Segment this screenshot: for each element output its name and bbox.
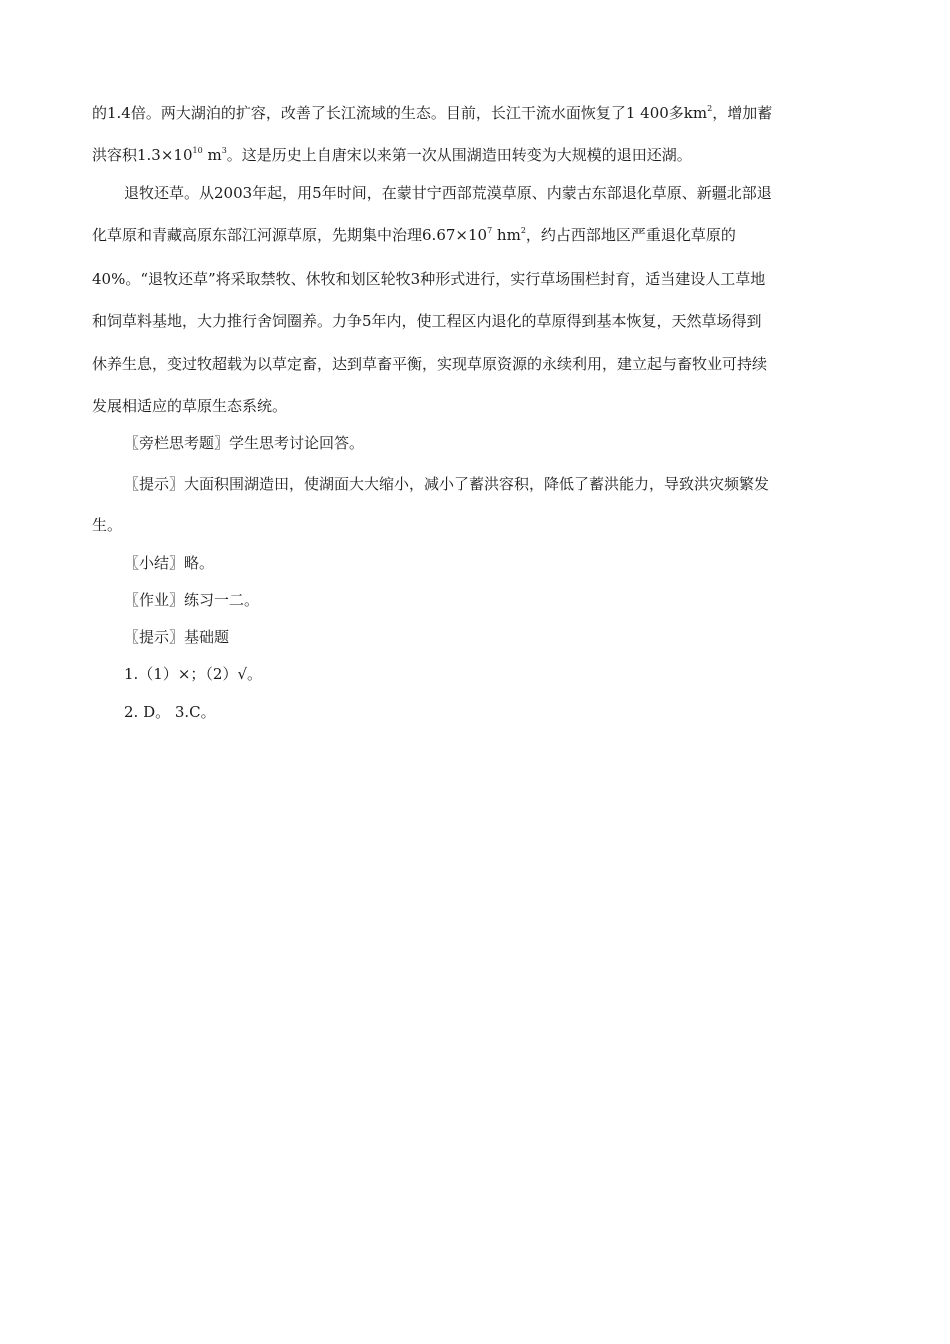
paragraph2-line5: 休养生息，变过牧超载为以草定畜，达到草畜平衡，实现草原资源的永续利用，建立起与畜牧业可持续 [92,355,768,373]
answer2: 2. D。 3.C。 [124,703,216,721]
text-segment: hm [492,226,521,244]
hint1-line1: 〖提示〗大面积围湖造田，使湖面大大缩小，减小了蓄洪容积，降低了蓄洪能力，导致洪灾频繁发 [124,475,770,493]
superscript: 7 [487,226,493,235]
answer1: 1.（1）×；（2）√。 [124,665,263,683]
superscript: 10 [192,146,203,155]
superscript: 2 [520,226,526,235]
summary: 〖小结〗略。 [124,554,215,572]
paragraph2-line6: 发展相适应的草原生态系统。 [92,397,288,415]
text-segment: ，约占西部地区严重退化草原的 [525,226,736,244]
sidebar-question: 〖旁栏思考题〗学生思考讨论回答。 [124,434,365,452]
superscript: 3 [221,146,227,155]
text-segment: 洪容积1.3×10 [92,146,193,164]
text-segment: 的1.4倍。两大湖泊的扩容，改善了长江流域的生态。目前，长江干流水面恢复了1 400多km [92,104,708,122]
paragraph2-line3: 40%。“退牧还草”将采取禁牧、休牧和划区轮牧3种形式进行，实行草场围栏封育，适当建设人工草地 [92,270,766,288]
homework: 〖作业〗练习一二。 [124,591,260,609]
hint1-line2: 生。 [92,516,123,534]
paragraph2-line2 [92,225,736,245]
paragraph1-line1 [92,103,772,123]
text-segment: m [202,146,222,164]
paragraph1-line2 [92,145,692,165]
text-segment: 化草原和青藏高原东部江河源草原，先期集中治理6.67×10 [92,226,488,244]
hint2: 〖提示〗基础题 [124,628,230,646]
paragraph2-line1: 退牧还草。从2003年起，用5年时间，在蒙甘宁西部荒漠草原、内蒙古东部退化草原、新疆北部退 [124,184,772,202]
paragraph2-line4: 和饲草料基地，大力推行舍饲圈养。力争5年内，使工程区内退化的草原得到基本恢复，天然草场得到 [92,312,762,330]
text-segment: ，增加蓄 [712,104,773,122]
text-segment: 。这是历史上自唐宋以来第一次从围湖造田转变为大规模的退田还湖。 [226,146,692,164]
superscript: 2 [707,104,713,113]
